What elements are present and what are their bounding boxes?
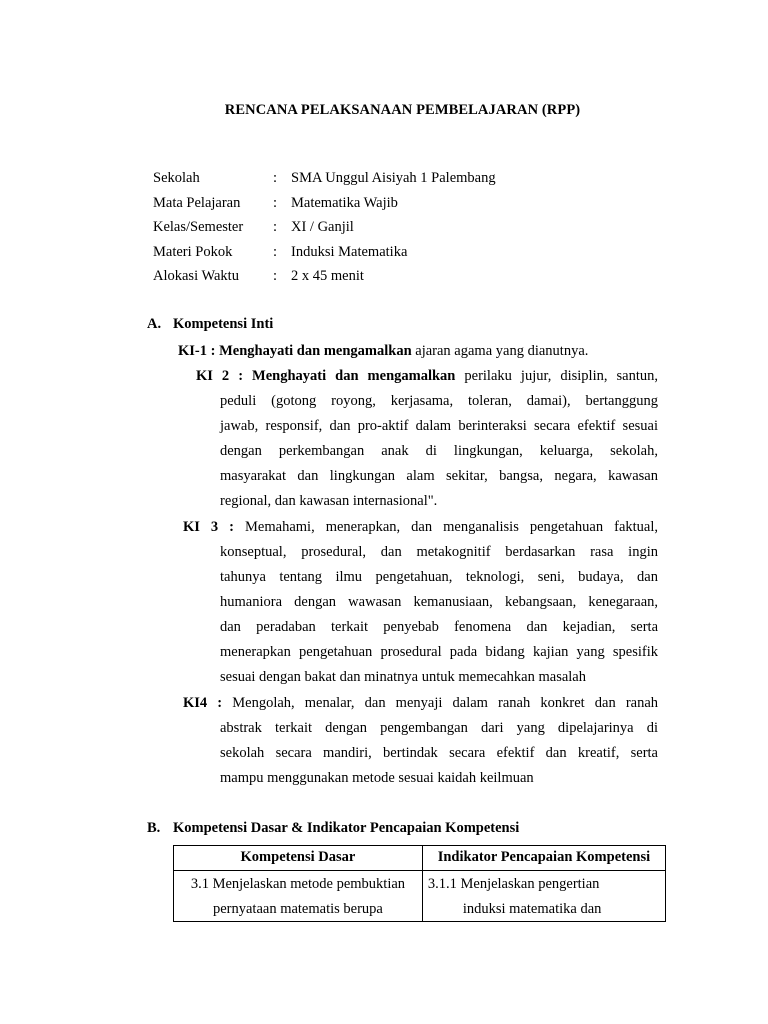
identity-value: Matematika Wajib: [291, 194, 398, 211]
ki2-line: masyarakat dan lingkungan alam sekitar, bangsa, negara, kawasan: [220, 468, 658, 485]
ki3-first-line: [183, 515, 658, 540]
ki4-paragraph: [220, 716, 658, 791]
ki2-first-rest: perilaku jujur, disiplin, santun,: [464, 368, 658, 384]
ipk-line: induksi matematika dan: [462, 900, 602, 917]
section-b-label: B.: [147, 820, 161, 836]
identity-key: Sekolah: [153, 170, 200, 186]
identity-colon: :: [273, 194, 278, 211]
ki2-line: dengan perkembangan anak di lingkungan, keluarga, sekolah,: [220, 443, 658, 460]
identity-value: Induksi Matematika: [291, 243, 408, 260]
ki1-paragraph: [178, 341, 588, 361]
ki4-line: abstrak terkait dengan pengembangan dari yang dipelajarinya di: [220, 720, 658, 736]
identity-key: Alokasi Waktu: [153, 268, 239, 284]
identity-row: [153, 242, 496, 267]
header-indikator: Indikator Pencapaian Kompetensi: [422, 846, 665, 871]
identity-value: XI / Ganjil: [291, 219, 354, 235]
ki2-line: jawab, responsif, dan pro-aktif dalam berinteraksi secara efektif sesuai: [220, 418, 658, 435]
identity-table: [153, 168, 496, 291]
identity-value: 2 x 45 menit: [291, 268, 364, 284]
ki3-line: tahunya tentang ilmu pengetahuan, teknologi, seni, budaya, dan: [220, 569, 658, 586]
identity-colon: :: [273, 170, 278, 186]
ki2-bold: KI 2 : Menghayati dan mengamalkan: [196, 368, 456, 384]
kd-line: 3.1 Menjelaskan metode pembuktian: [190, 876, 406, 892]
header-kompetensi-dasar: Kompetensi Dasar: [174, 846, 423, 871]
identity-value: SMA Unggul Aisiyah 1 Palembang: [291, 170, 496, 186]
ki3-bold: KI 3 :: [183, 519, 235, 535]
ki4-first-line: [183, 691, 658, 716]
identity-key: Kelas/Semester: [153, 219, 244, 235]
identity-row: [153, 193, 496, 218]
competency-table: [173, 845, 666, 922]
ipk-cell: [422, 871, 665, 922]
ki3-paragraph: [220, 540, 658, 691]
ki3-line: konseptual, prosedural, dan metakognitif berdasarkan rasa ingin: [220, 544, 658, 560]
ki1-bold: KI-1 : Menghayati dan mengamalkan: [178, 343, 412, 359]
ki3-first-rest: Memahami, menerapkan, dan menganalisis pengetahuan faktual,: [245, 519, 659, 535]
ki4-bold: KI4 :: [183, 695, 223, 711]
ki4-line: mampu menggunakan metode sesuai kaidah keilmuan: [220, 770, 534, 787]
ipk-line: 3.1.1 Menjelaskan pengertian: [427, 876, 600, 892]
identity-key: Materi Pokok: [153, 243, 233, 260]
kd-line: pernyataan matematis berupa: [212, 900, 383, 917]
ki2-first-line: [196, 364, 658, 389]
ki2-line: regional, dan kawasan internasional".: [220, 493, 438, 510]
section-a-label: A.: [147, 316, 162, 332]
identity-row: [153, 217, 496, 242]
section-a-title: Kompetensi Inti: [173, 316, 274, 332]
section-b-heading: [147, 820, 519, 837]
identity-colon: :: [273, 243, 278, 260]
ki3-line: sesuai dengan bakat dan minatnya untuk memecahkan masalah: [220, 669, 586, 686]
page-title: RENCANA PELAKSANAAN PEMBELAJARAN (RPP): [224, 102, 581, 118]
table-row: [174, 871, 666, 922]
identity-colon: :: [273, 219, 278, 235]
ki2-line: peduli (gotong royong, kerjasama, toleran, damai), bertanggung: [220, 393, 658, 409]
identity-row: [153, 266, 496, 291]
kd-cell: [174, 871, 423, 922]
ki4-first-rest: Mengolah, menalar, dan menyaji dalam ranah konkret dan ranah: [232, 695, 659, 711]
table-header-row: [174, 846, 666, 871]
ki4-line: sekolah secara mandiri, bertindak secara efektif dan kreatif, serta: [220, 745, 658, 762]
identity-colon: :: [273, 268, 278, 284]
ki3-line: menerapkan pengetahuan prosedural pada bidang kajian yang spesifik: [220, 644, 658, 661]
section-a-heading: [147, 316, 273, 333]
ki1-text: ajaran agama yang dianutnya.: [411, 343, 589, 359]
ki3-line: humaniora dengan wawasan kemanusiaan, kebangsaan, kenegaraan,: [220, 594, 658, 611]
identity-row: [153, 168, 496, 193]
section-b-title: Kompetensi Dasar & Indikator Pencapaian Kompetensi: [173, 820, 520, 836]
identity-key: Mata Pelajaran: [153, 194, 241, 211]
ki3-line: dan peradaban terkait penyebab fenomena dan kejadian, serta: [220, 619, 658, 636]
ki2-paragraph: [220, 389, 658, 514]
